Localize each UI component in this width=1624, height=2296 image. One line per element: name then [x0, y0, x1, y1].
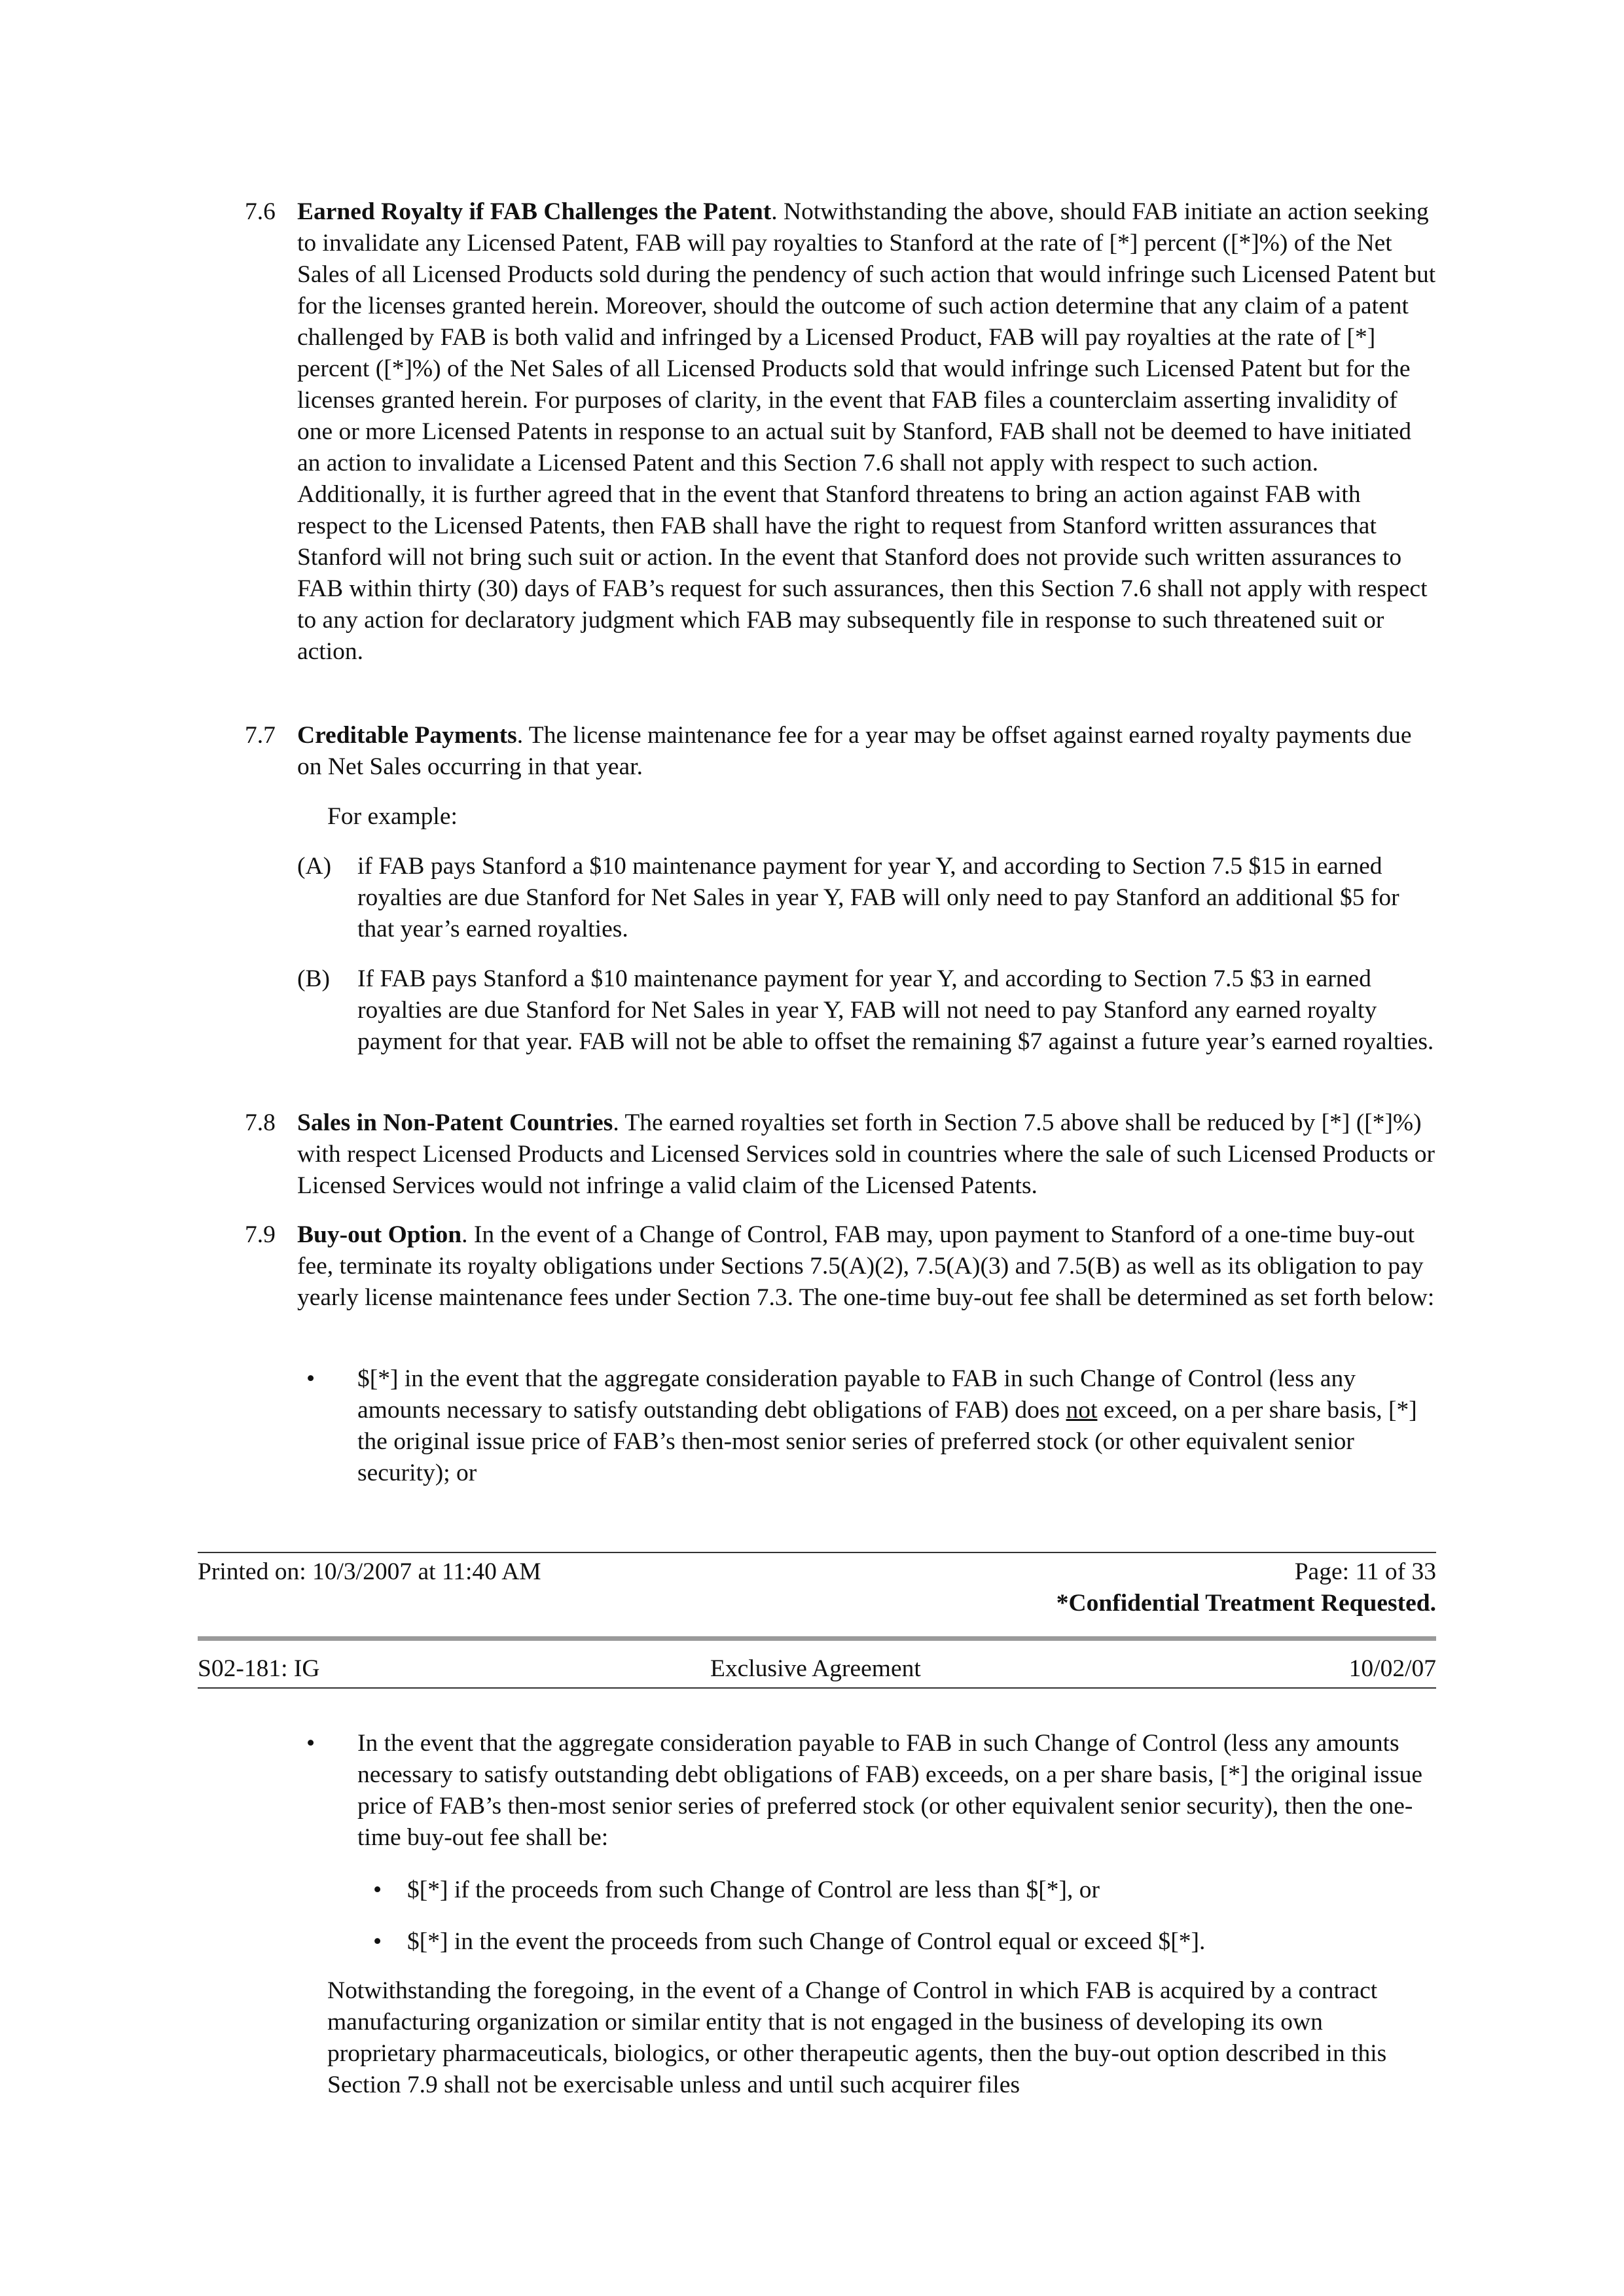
item-label: (A) [297, 853, 332, 880]
agreement-id: S02-181: IG [198, 1655, 320, 1682]
footer-rule [198, 1552, 1436, 1553]
bullet-text-part: $[*] in the event that the aggregate consideration payable to FAB in such Change of Control (less any amounts necessary to satisfy outstanding debt obligations of FAB) does [357, 1365, 1356, 1424]
sub-bullet-text: $[*] in the event the proceeds from such Change of Control equal or exceed $[*]. [407, 1928, 1206, 1955]
bullet-text-underlined: not [1066, 1397, 1098, 1424]
section-number: 7.8 [245, 1109, 276, 1136]
item-label: (B) [297, 965, 330, 992]
sub-bullet-text: $[*] if the proceeds from such Change of Control are less than $[*], or [407, 1876, 1100, 1903]
bullet-icon: • [306, 1730, 316, 1757]
section-title: Buy-out Option [297, 1221, 462, 1248]
section-body [297, 1219, 1436, 1314]
agreement-title: Exclusive Agreement [710, 1655, 921, 1682]
section-title: Creditable Payments [297, 722, 517, 749]
confidential-notice: *Confidential Treatment Requested. [1056, 1590, 1436, 1617]
bullet-text [357, 1363, 1436, 1489]
page-number: Page: 11 of 33 [1294, 1558, 1436, 1585]
section-body [297, 196, 1436, 668]
section-text: . The license maintenance fee for a year may be offset against earned royalty payments due on Net Sales occurring in that year. [297, 722, 1412, 780]
section-number: 7.7 [245, 722, 276, 749]
closing-paragraph: Notwithstanding the foregoing, in the event of a Change of Control in which FAB is acquired by a contract manufacturing organization or similar entity that is not engaged in the business of developing its own proprietary pharmaceuticals, biologics, or other therapeutic agents, then the buy-out option described in this Section 7.9 shall not be exercisable unless and until such acquirer files [327, 1977, 1387, 2098]
printed-on: Printed on: 10/3/2007 at 11:40 AM [198, 1558, 541, 1585]
page-break-rule [198, 1636, 1436, 1641]
section-body [297, 720, 1436, 783]
bullet-text-part: exceed, on a per share basis, [*] the original issue price of FAB’s then-most senior series of preferred stock (or other equivalent senior security); or [357, 1397, 1417, 1486]
header-rule [198, 1687, 1436, 1689]
agreement-date: 10/02/07 [1348, 1655, 1436, 1682]
section-number: 7.9 [245, 1221, 276, 1248]
bullet-icon: • [306, 1365, 316, 1392]
item-text: If FAB pays Stanford a $10 maintenance payment for year Y, and according to Section 7.5 $3 in earned royalties are due Stanford for Net Sales in year Y, FAB will not need to pay Stanford any earned royalty payment for that year. FAB will not be able to offset the remaining $7 against a future year’s earned royalties. [357, 965, 1434, 1055]
section-text: . The earned royalties set forth in Section 7.5 above shall be reduced by [*] ([*]%) with respect Licensed Products and Licensed Services sold in countries where the sale of such Licensed Products or Licensed Services would not infringe a valid claim of the Licensed Patents. [297, 1109, 1435, 1199]
section-text: . Notwithstanding the above, should FAB initiate an action seeking to invalidate any Licensed Patent, FAB will pay royalties to Stanford at the rate of [*] percent ([*]%) of the Net Sales of all Licensed Products sold during the pendency of such action that would infringe such Licensed Patent but for the licenses granted herein. Moreover, should the outcome of such action determine that any claim of a patent challenged by FAB is both valid and infringed by a Licensed Product, FAB will pay royalties at the rate of [*] percent ([*]%) of the Net Sales of all Licensed Products sold that would infringe such Licensed Patent but for the licenses granted herein. For purposes of clarity, in the event that FAB files a counterclaim asserting invalidity of one or more Licensed Patents in response to an actual suit by Stanford, FAB shall not be deemed to have initiated an action to invalidate a Licensed Patent and this Section 7.6 shall not apply with respect to such action. Additionally, it is further agreed that in the event that Stanford threatens to bring an action against FAB with respect to the Licensed Patents, then FAB shall have the right to request from Stanford written assurances that Stanford will not bring such suit or action. In the event that Stanford does not provide such written assurances to FAB within thirty (30) days of FAB’s request for such assurances, then this Section 7.6 shall not apply with respect to any action for declaratory judgment which FAB may subsequently file in response to such threatened suit or action. [297, 198, 1436, 665]
bullet-text: In the event that the aggregate consideration payable to FAB in such Change of Control (less any amounts necessary to satisfy outstanding debt obligations of FAB) exceeds, on a per share basis, [*] the original issue price of FAB’s then-most senior series of preferred stock (or other equivalent senior security), then the one-time buy-out fee shall be: [357, 1730, 1423, 1851]
section-number: 7.6 [245, 198, 276, 225]
section-title: Sales in Non-Patent Countries [297, 1109, 613, 1136]
section-title: Earned Royalty if FAB Challenges the Patent [297, 198, 772, 225]
section-text: . In the event of a Change of Control, FAB may, upon payment to Stanford of a one-time buy-out fee, terminate its royalty obligations under Sections 7.5(A)(2), 7.5(A)(3) and 7.5(B) as well as its obligation to pay yearly license maintenance fees under Section 7.3. The one-time buy-out fee shall be determined as set forth below: [297, 1221, 1435, 1311]
item-text: if FAB pays Stanford a $10 maintenance payment for year Y, and according to Section 7.5 $15 in earned royalties are due Stanford for Net Sales in year Y, FAB will only need to pay Stanford an additional $5 for that year’s earned royalties. [357, 853, 1399, 942]
example-intro: For example: [327, 803, 458, 830]
bullet-icon: • [373, 1876, 382, 1903]
section-body [297, 1107, 1436, 1202]
bullet-icon: • [373, 1928, 382, 1955]
